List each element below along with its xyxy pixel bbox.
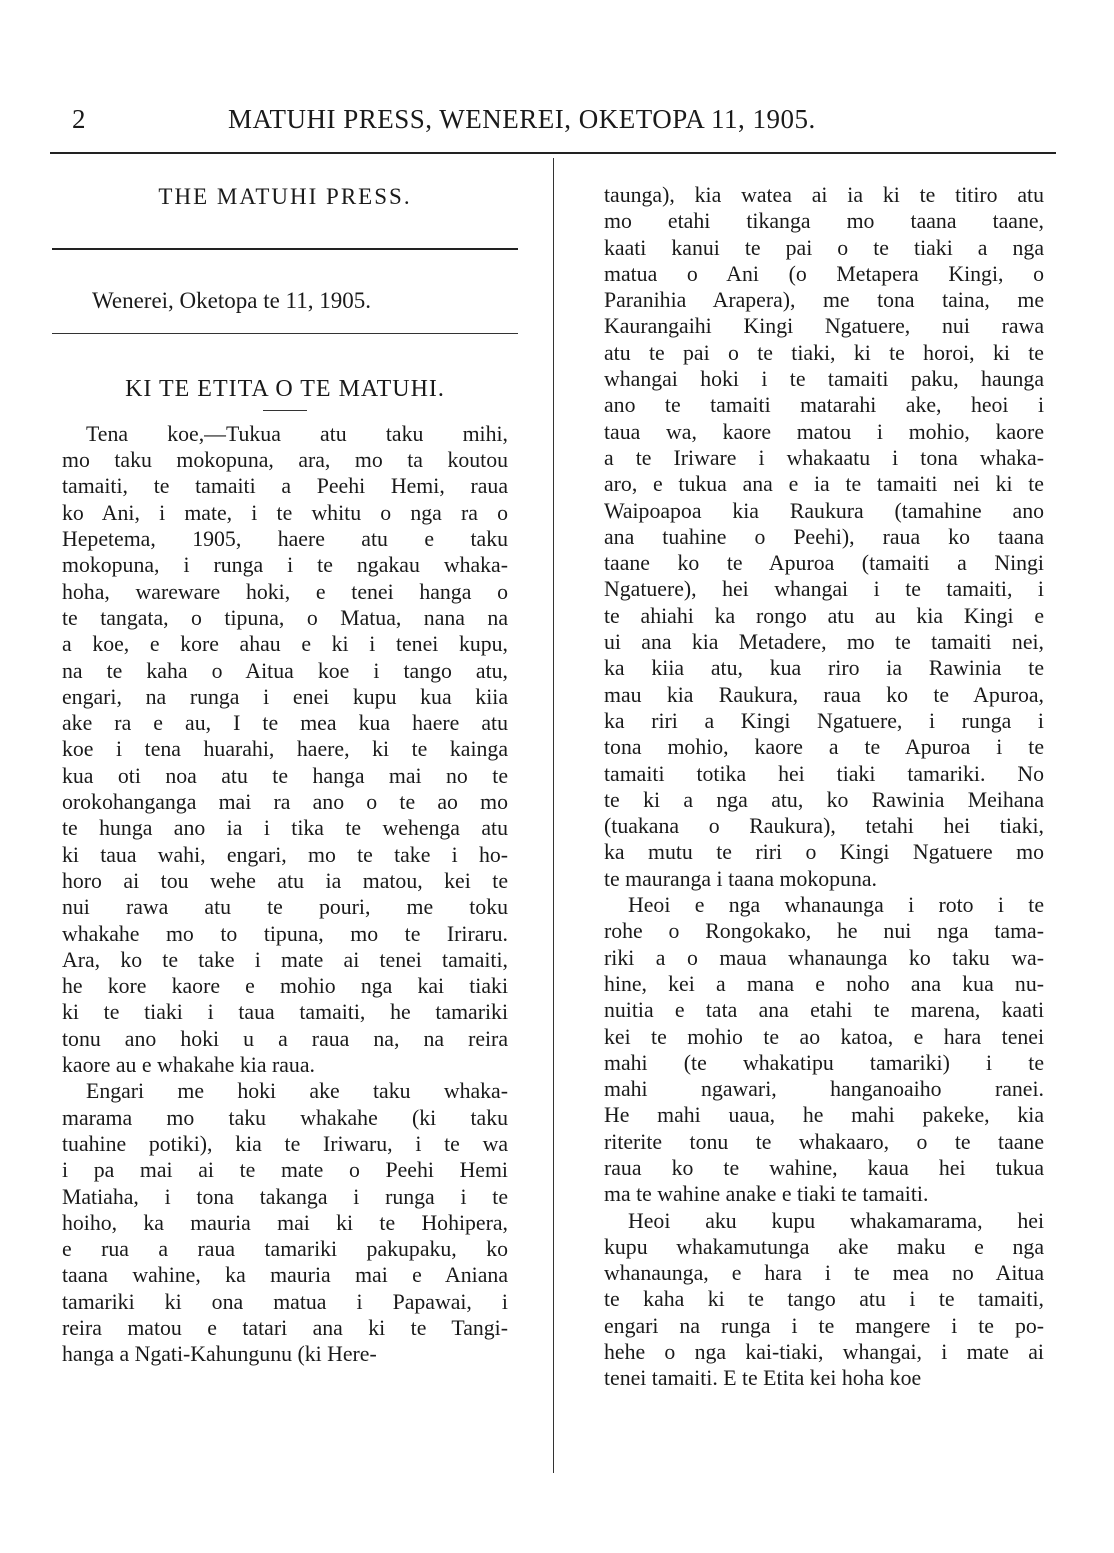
text-line: te hunga ano ia i tika te wehenga atu — [62, 816, 508, 841]
left-article-body — [62, 421, 508, 1368]
text-line: tenei tamaiti. E te Etita kei hoha koe — [604, 1366, 922, 1391]
article-paragraph — [62, 421, 508, 1078]
text-line: hanga a Ngati-Kahungunu (ki Here- — [62, 1342, 377, 1367]
text-line: (tuakana o Raukura), tetahi hei tiaki, — [604, 814, 1044, 839]
text-line: whanaunga, e hara i te mea no Aitua — [604, 1261, 1044, 1286]
text-line: a te Iriware i whakaatu i tona whaka- — [604, 445, 1044, 470]
dateline-rule — [52, 333, 518, 334]
text-line: tona mohio, kaore a te Apuroa i te — [604, 735, 1044, 760]
text-line: ana tuahine o Peehi), raua ko taana — [604, 524, 1044, 549]
text-line: engari na runga i te mangere i te po- — [604, 1313, 1044, 1338]
text-line: ka kiia atu, kua riro ia Rawinia te — [604, 656, 1044, 681]
text-line: te ki a nga atu, ko Rawinia Meihana — [604, 787, 1044, 812]
text-line: kei te mohio te ao katoa, e hara tenei — [604, 1024, 1044, 1049]
text-line: kupu whakamutunga ake maku e nga — [604, 1234, 1044, 1259]
text-line: ki taua wahi, engari, mo te take i ho- — [62, 842, 508, 867]
text-line: Paranihia Arapera), me tona taina, me — [604, 288, 1044, 313]
text-line: te mauranga i taana mokopuna. — [604, 866, 877, 891]
text-line: aro, e tukua ana e ia te tamaiti nei ki te — [604, 472, 1044, 497]
text-line: Matiaha, i tona takanga i runga i te — [62, 1184, 508, 1209]
text-line: riki a o maua whanaunga ko taku wa- — [604, 945, 1044, 970]
text-line: ka riri a Kingi Ngatuere, i runga i — [604, 708, 1044, 733]
text-line: he kore kaore e mohio nga kai tiaki — [62, 974, 508, 999]
text-line: Heoi aku kupu whakamarama, hei — [628, 1208, 1044, 1233]
article-paragraph — [604, 892, 1044, 1208]
text-line: reira matou e tatari ana ki te Tangi- — [62, 1315, 508, 1340]
text-line: te ahiahi ka rongo atu au kia Kingi e — [604, 603, 1044, 628]
text-line: hoha, wareware hoki, e tenei hanga o — [62, 579, 508, 604]
text-line: a koe, e kore ahau e ki i tenei kupu, — [62, 632, 508, 657]
text-line: mahi ngawari, hanganoaiho ranei. — [604, 1077, 1044, 1102]
text-line: taua wa, kaore matou i mohio, kaore — [604, 419, 1044, 444]
text-line: nui rawa atu te pouri, me toku — [62, 895, 508, 920]
text-line: e rua a raua tamariki pakupaku, ko — [62, 1237, 508, 1262]
text-line: mo taku mokopuna, ara, mo ta koutou — [62, 448, 508, 473]
text-line: te kaha ki te tango atu i te tamaiti, — [604, 1287, 1044, 1312]
text-line: te tangata, o tipuna, o Matua, nana na — [62, 605, 508, 630]
text-line: mo etahi tikanga mo taana taane, — [604, 209, 1044, 234]
text-line: kaati kanui te pai o te tiaki a nga — [604, 235, 1044, 260]
text-line: Waipoapoa kia Raukura (tamahine ano — [604, 498, 1044, 523]
page-number: 2 — [72, 104, 86, 134]
text-line: na te kaha o Aitua koe i tango atu, — [62, 658, 508, 683]
left-column — [62, 170, 508, 1368]
text-line: Hepetema, 1905, haere atu e taku — [62, 527, 508, 552]
text-line: taane ko te Apuroa (tamaiti a Ningi — [604, 551, 1044, 576]
text-line: engari, na runga i enei kupu kua kiia — [62, 684, 508, 709]
right-column — [604, 182, 1044, 1392]
text-line: tamaiti totika hei tiaki tamariki. No — [604, 761, 1044, 786]
text-line: tonu ano hoki u a raua na, na reira — [62, 1026, 508, 1051]
text-line: kaore au e whakahe kia raua. — [62, 1053, 315, 1078]
text-line: kua oti noa atu te hanga mai no te — [62, 763, 508, 788]
masthead-rule — [52, 248, 518, 250]
text-line: tuahine potiki), kia te Iriwaru, i te wa — [62, 1131, 508, 1156]
text-line: i pa mai ai te mate o Peehi Hemi — [62, 1158, 508, 1183]
text-line: hehe o nga kai-tiaki, whangai, i mate ai — [604, 1340, 1044, 1365]
running-head: MATUHI PRESS, WENEREI, OKETOPA 11, 1905. — [228, 104, 816, 134]
text-line: marama mo taku whakahe (ki taku — [62, 1105, 508, 1130]
column-rule — [553, 158, 554, 1473]
text-line: ki te tiaki i taua tamaiti, he tamariki — [62, 1000, 508, 1025]
text-line: Heoi e nga whanaunga i roto i te — [628, 893, 1044, 918]
right-article-body — [604, 182, 1044, 1392]
text-line: ko Ani, i mate, i te whitu o nga ra o — [62, 500, 508, 525]
text-line: orokohanganga mai ra ano o te ao mo — [62, 790, 508, 815]
article-title: KI TE ETITA O TE MATUHI. — [125, 375, 445, 402]
text-line: raua ko te wahine, kaua hei tukua — [604, 1155, 1044, 1180]
text-line: mahi (te whakatipu tamariki) i te — [604, 1050, 1044, 1075]
text-line: ui ana kia Metadere, mo te tamaiti nei, — [604, 630, 1044, 655]
text-line: ano te tamaiti matarahi ake, heoi i — [604, 393, 1044, 418]
text-line: Kaurangaihi Kingi Ngatuere, nui rawa — [604, 314, 1044, 339]
text-line: koe i tena huarahi, haere, ki te kainga — [62, 737, 508, 762]
text-line: atu te pai o te tiaki, ki te horoi, ki te — [604, 340, 1044, 365]
text-line: rohe o Rongokako, he nui nga tama- — [604, 919, 1044, 944]
text-line: Ngatuere), hei whangai i te tamaiti, i — [604, 577, 1044, 602]
text-line: mokopuna, i runga i te ngakau whaka- — [62, 553, 508, 578]
header-rule — [50, 152, 1056, 154]
title-dash — [263, 410, 307, 411]
text-line: Ara, ko te take i mate ai tenei tamaiti, — [62, 947, 508, 972]
text-line: taana wahine, ka mauria mai e Aniana — [62, 1263, 508, 1288]
article-paragraph — [604, 182, 1044, 892]
text-line: taunga), kia watea ai ia ki te titiro atu — [604, 183, 1044, 207]
text-line: hine, kei a mana e noho ana kua nu- — [604, 971, 1044, 996]
text-line: He mahi uaua, he mahi pakeke, kia — [604, 1103, 1044, 1128]
text-line: ake ra e au, I te mea kua haere atu — [62, 711, 508, 736]
text-line: tamaiti, te tamaiti a Peehi Hemi, raua — [62, 474, 508, 499]
page-header — [48, 104, 1058, 144]
text-line: whangai hoki i te tamaiti paku, haunga — [604, 367, 1044, 392]
text-line: nuitia e tata ana etahi te marena, kaati — [604, 998, 1044, 1023]
dateline: Wenerei, Oketopa te 11, 1905. — [92, 288, 371, 314]
text-line: mau kia Raukura, raua ko te Apuroa, — [604, 682, 1044, 707]
text-line: Tena koe,—Tukua atu taku mihi, — [86, 421, 508, 446]
text-line: whakahe mo to tipuna, mo te Iriraru. — [62, 921, 508, 946]
text-line: horo ai tou wehe atu ia matou, kei te — [62, 868, 508, 893]
text-line: ka mutu te riri o Kingi Ngatuere mo — [604, 840, 1044, 865]
text-line: Engari me hoki ake taku whaka- — [86, 1079, 508, 1104]
article-paragraph — [62, 1078, 508, 1367]
text-line: tamariki ki ona matua i Papawai, i — [62, 1289, 508, 1314]
text-line: matua o Ani (o Metapera Kingi, o — [604, 261, 1044, 286]
text-line: ma te wahine anake e tiaki te tamaiti. — [604, 1182, 929, 1207]
article-paragraph — [604, 1208, 1044, 1392]
text-line: hoiho, ka mauria mai ki te Hohipera, — [62, 1210, 508, 1235]
masthead-title: THE MATUHI PRESS. — [158, 184, 412, 209]
text-line: riterite tonu te whakaaro, o te taane — [604, 1129, 1044, 1154]
